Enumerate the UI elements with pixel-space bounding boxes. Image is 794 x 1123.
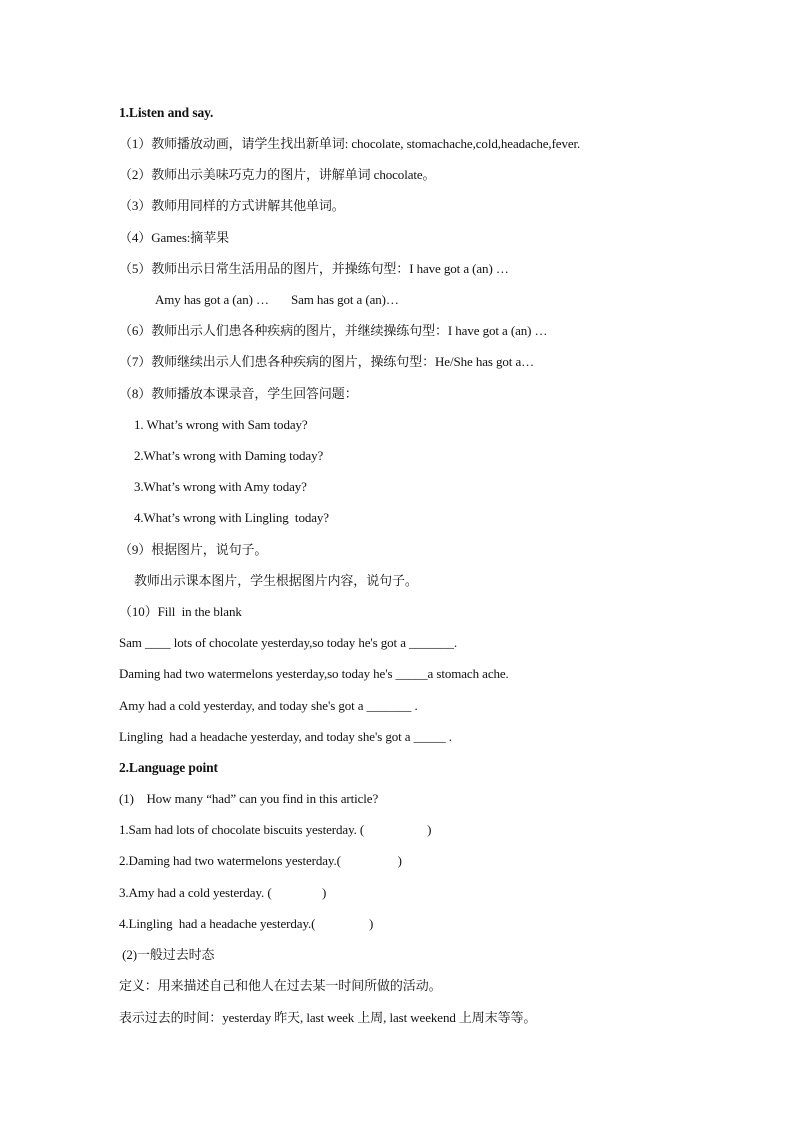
step-9-detail: 教师出示课本图片，学生根据图片内容，说句子。 xyxy=(134,573,418,588)
section2-heading: 2.Language point xyxy=(119,760,218,775)
step-5-text: （5）教师出示日常生活用品的图片，并操练句型：I have got a (an) … xyxy=(119,261,509,276)
lp-sentence-4: 4.Lingling had a headache yesterday.( ) xyxy=(119,916,374,931)
lp-sentence-1: 1.Sam had lots of chocolate biscuits yesterday. ( ) xyxy=(119,822,432,837)
question-1: 1. What’s wrong with Sam today? xyxy=(134,417,308,432)
step-7-text: （7）教师继续出示人们患各种疾病的图片，操练句型：He/She has got a… xyxy=(119,354,535,369)
step-2-text: （2）教师出示美味巧克力的图片，讲解单词 chocolate。 xyxy=(119,167,436,182)
step-3-text: （3）教师用同样的方式讲解其他单词。 xyxy=(119,198,345,213)
fill-blank-1: Sam ____ lots of chocolate yesterday,so today he's got a _______. xyxy=(119,635,457,650)
lp-sentence-3: 3.Amy had a cold yesterday. ( ) xyxy=(119,885,327,900)
fill-blank-3: Amy had a cold yesterday, and today she's got a _______ . xyxy=(119,698,418,713)
step-5-continued: Amy has got a (an) … Sam has got a (an)… xyxy=(155,292,399,307)
lp-past-tense-heading: (2)一般过去时态 xyxy=(119,947,215,962)
lp-definition: 定义：用来描述自己和他人在过去某一时间所做的活动。 xyxy=(119,978,442,993)
question-4: 4.What’s wrong with Lingling today? xyxy=(134,510,329,525)
step-6-text: （6）教师出示人们患各种疾病的图片，并继续操练句型：I have got a (an) … xyxy=(119,323,548,338)
question-3: 3.What’s wrong with Amy today? xyxy=(134,479,307,494)
lp-sentence-2: 2.Daming had two watermelons yesterday.( ) xyxy=(119,853,402,868)
section1-heading: 1.Listen and say. xyxy=(119,105,214,120)
lp-question-1: (1) How many “had” can you find in this article? xyxy=(119,791,379,806)
step-9-text: （9）根据图片，说句子。 xyxy=(119,542,268,557)
fill-blank-2: Daming had two watermelons yesterday,so today he's _____a stomach ache. xyxy=(119,666,509,681)
step-8-text: （8）教师播放本课录音，学生回答问题： xyxy=(119,386,358,401)
step-1-text: （1）教师播放动画，请学生找出新单词: chocolate, stomachache,cold,headache,fever. xyxy=(119,136,581,151)
step-4-text: （4）Games:摘苹果 xyxy=(119,230,230,245)
fill-blank-4: Lingling had a headache yesterday, and today she's got a _____ . xyxy=(119,729,452,744)
step-10-text: （10）Fill in the blank xyxy=(119,604,242,619)
question-2: 2.What’s wrong with Daming today? xyxy=(134,448,324,463)
lp-time-expressions: 表示过去的时间：yesterday 昨天, last week 上周, last weekend 上周末等等。 xyxy=(119,1010,537,1025)
